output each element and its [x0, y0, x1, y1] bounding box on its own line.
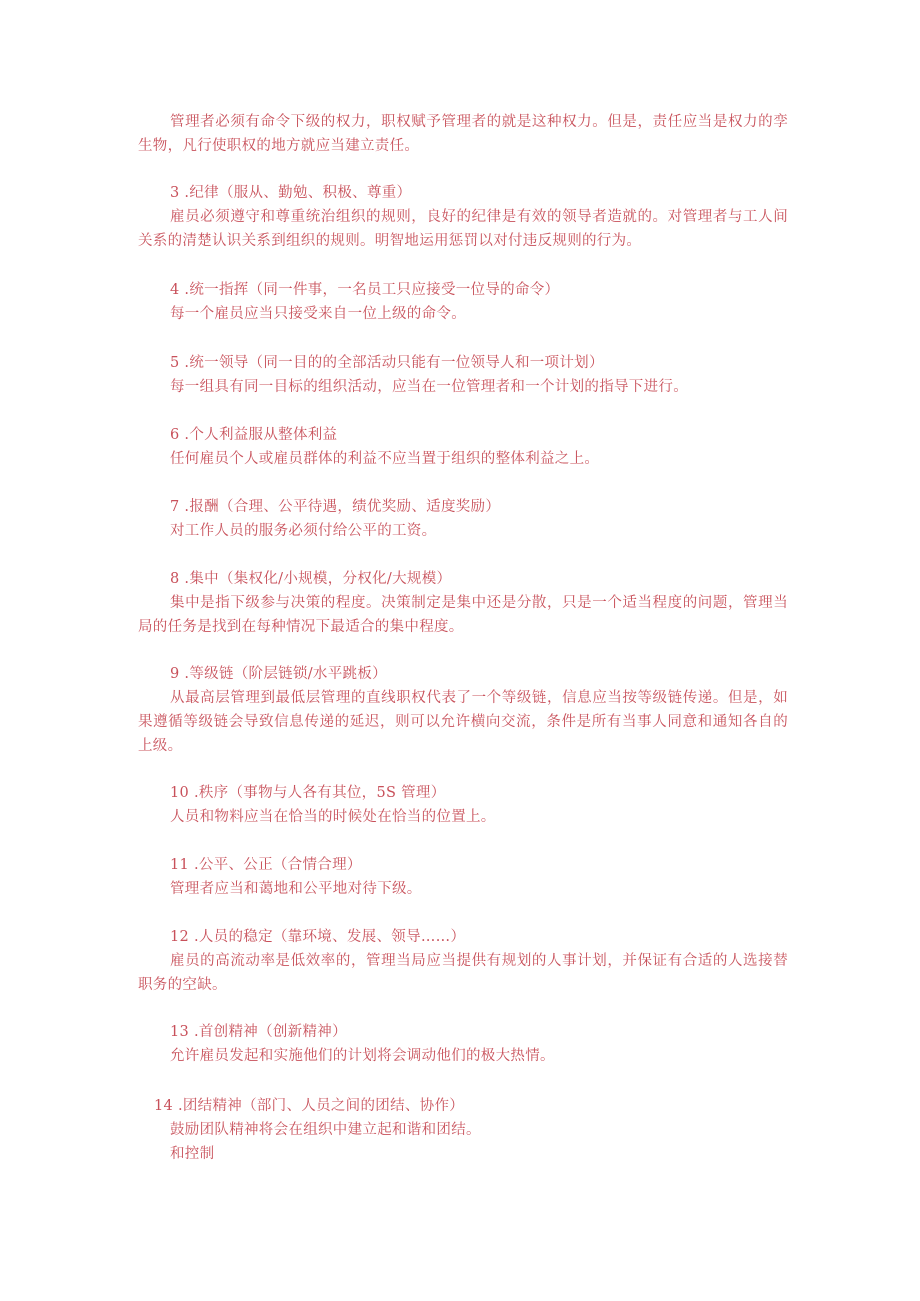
paragraph-unity-of-direction: 每一组具有同一目标的组织活动，应当在一位管理者和一个计划的指导下进行。: [170, 379, 688, 395]
paragraph-individual-interest: 任何雇员个人或雇员群体的利益不应当置于组织的整体利益之上。: [170, 451, 600, 467]
paragraph-centralization: 集中是指下级参与决策的程度。决策制定是集中还是分散，只是一个适当程度的问题，管理当局的任务是找到在每种情况下最适合的集中程度。: [138, 595, 788, 635]
heading-equity: 11 .公平、公正（合情合理）: [170, 857, 362, 873]
paragraph-unity-of-command: 每一个雇员应当只接受来自一位上级的命令。: [170, 306, 466, 322]
paragraph-esprit-de-corps: 鼓励团队精神将会在组织中建立起和谐和团结。: [170, 1122, 481, 1138]
heading-initiative: 13 .首创精神（创新精神）: [170, 1024, 347, 1040]
paragraph-scalar-chain: 从最高层管理到最低层管理的直线职权代表了一个等级链，信息应当按等级链传递。但是，如果遵循等级链会导致信息传递的延迟，则可以允许横向交流，条件是所有当事人同意和通知各自的上级。: [138, 690, 788, 754]
heading-unity-of-command: 4 .统一指挥（同一件事，一名员工只应接受一位导的命令）: [170, 282, 560, 298]
heading-esprit-de-corps: 14 .团结精神（部门、人员之间的团结、协作）: [154, 1098, 465, 1114]
paragraph-remuneration: 对工作人员的服务必须付给公平的工资。: [170, 523, 437, 539]
heading-order: 10 .秩序（事物与人各有其位，5S 管理）: [170, 785, 446, 801]
paragraph-discipline: 雇员必须遵守和尊重统治组织的规则，良好的纪律是有效的领导者造就的。对管理者与工人间关系的清楚认识关系到组织的规则。明智地运用惩罚以对付违反规则的行为。: [138, 209, 788, 249]
paragraph-stability: 雇员的高流动率是低效率的，管理当局应当提供有规划的人事计划，并保证有合适的人选接替职务的空缺。: [138, 953, 788, 993]
heading-stability: 12 .人员的稳定（靠环境、发展、领导……）: [170, 929, 466, 945]
paragraph-initiative: 允许雇员发起和实施他们的计划将会调动他们的极大热情。: [170, 1048, 555, 1064]
heading-centralization: 8 .集中（集权化/小规模，分权化/大规模）: [170, 571, 452, 587]
heading-scalar-chain: 9 .等级链（阶层链锁/水平跳板）: [170, 666, 387, 682]
heading-unity-of-direction: 5 .统一领导（同一目的的全部活动只能有一位领导人和一项计划）: [170, 355, 604, 371]
paragraph-order: 人员和物料应当在恰当的时候处在恰当的位置上。: [170, 809, 496, 825]
heading-discipline: 3 .纪律（服从、勤勉、积极、尊重）: [170, 185, 412, 201]
paragraph-authority: 管理者必须有命令下级的权力，职权赋予管理者的就是这种权力。但是，责任应当是权力的孪生物，凡行使职权的地方就应当建立责任。: [138, 114, 788, 154]
heading-remuneration: 7 .报酬（合理、公平待遇，绩优奖励、适度奖励）: [170, 499, 501, 515]
paragraph-tail: 和控制: [170, 1146, 215, 1162]
heading-individual-interest: 6 .个人利益服从整体利益: [170, 427, 338, 443]
paragraph-equity: 管理者应当和蔼地和公平地对待下级。: [170, 881, 422, 897]
